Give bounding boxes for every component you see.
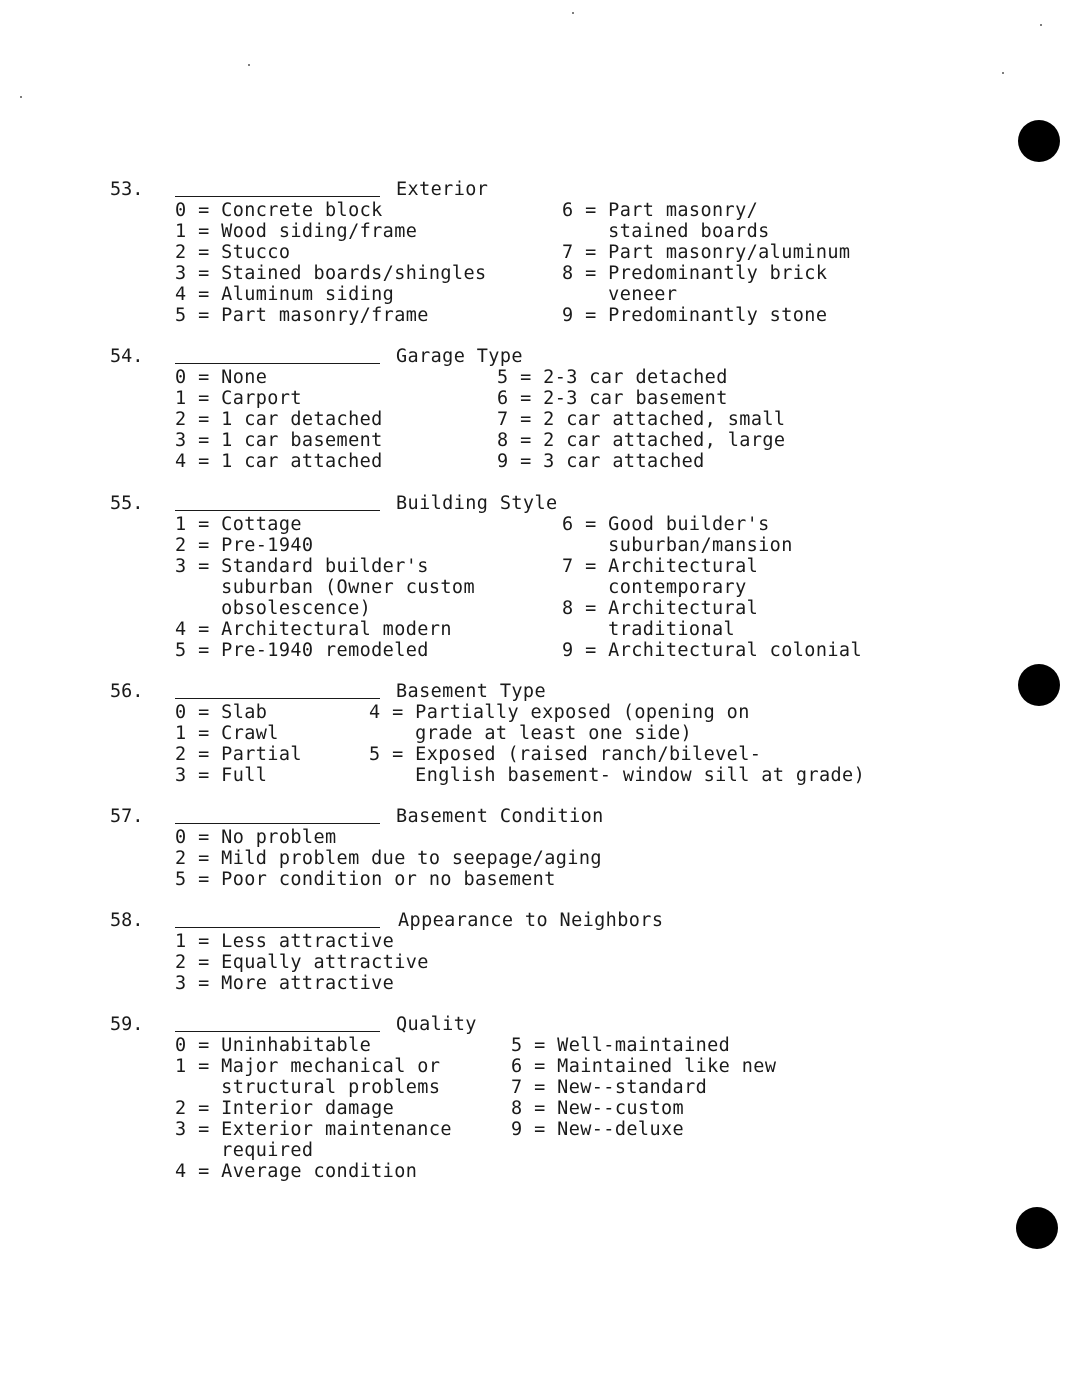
code-item: 8 = New--custom xyxy=(511,1098,685,1119)
code-item: 1 = Major mechanical or xyxy=(175,1056,441,1077)
code-item: 5 = Part masonry/frame xyxy=(175,305,429,326)
code-item: 0 = Slab xyxy=(175,702,268,723)
section-title: Building Style xyxy=(396,493,558,514)
code-item: 6 = Good builder's xyxy=(562,514,770,535)
code-item: 3 = Stained boards/shingles xyxy=(175,263,487,284)
code-item: 8 = Predominantly brick xyxy=(562,263,828,284)
code-item: 4 = Partially exposed (opening on xyxy=(369,702,750,723)
code-item: 4 = Aluminum siding xyxy=(175,284,395,305)
punch-hole-bottom xyxy=(1016,1207,1058,1249)
speck xyxy=(248,64,250,66)
section-number: 56. xyxy=(110,681,144,702)
code-item: 7 = Part masonry/aluminum xyxy=(562,242,851,263)
section-title: Garage Type xyxy=(396,346,523,367)
section-title: Basement Type xyxy=(396,681,546,702)
answer-blank[interactable] xyxy=(175,823,380,824)
code-item: 9 = New--deluxe xyxy=(511,1119,685,1140)
code-item: 4 = Architectural modern xyxy=(175,619,452,640)
code-item: 0 = Concrete block xyxy=(175,200,383,221)
code-item: 2 = Pre-1940 xyxy=(175,535,314,556)
code-item: 1 = Crawl xyxy=(175,723,279,744)
code-item: 5 = 2-3 car detached xyxy=(497,367,728,388)
section-title: Appearance to Neighbors xyxy=(398,910,664,931)
code-item: 5 = Exposed (raised ranch/bilevel- xyxy=(369,744,762,765)
code-item: 5 = Pre-1940 remodeled xyxy=(175,640,429,661)
code-item: 3 = Full xyxy=(175,765,268,786)
answer-blank[interactable] xyxy=(175,1031,380,1032)
section-number: 59. xyxy=(110,1014,144,1035)
code-item: obsolescence) xyxy=(175,598,372,619)
code-item: 2 = Interior damage xyxy=(175,1098,395,1119)
section-number: 55. xyxy=(110,493,144,514)
code-item: 3 = More attractive xyxy=(175,973,395,994)
code-item: 4 = 1 car attached xyxy=(175,451,383,472)
code-item: 8 = Architectural xyxy=(562,598,759,619)
code-item: 6 = Maintained like new xyxy=(511,1056,777,1077)
code-item: 2 = Partial xyxy=(175,744,302,765)
code-item: stained boards xyxy=(562,221,770,242)
code-item: 1 = Wood siding/frame xyxy=(175,221,418,242)
code-item: 7 = Architectural xyxy=(562,556,759,577)
code-item: traditional xyxy=(562,619,736,640)
code-item: 7 = 2 car attached, small xyxy=(497,409,786,430)
code-item: 6 = 2-3 car basement xyxy=(497,388,728,409)
speck xyxy=(1040,24,1042,26)
code-item: suburban/mansion xyxy=(562,535,793,556)
section-number: 54. xyxy=(110,346,144,367)
punch-hole-top xyxy=(1018,120,1060,162)
speck xyxy=(1002,72,1004,74)
section-title: Exterior xyxy=(396,179,489,200)
code-item: 4 = Average condition xyxy=(175,1161,418,1182)
section-title: Basement Condition xyxy=(396,806,604,827)
code-item: 9 = 3 car attached xyxy=(497,451,705,472)
answer-blank[interactable] xyxy=(175,363,380,364)
code-item: 8 = 2 car attached, large xyxy=(497,430,786,451)
section-number: 53. xyxy=(110,179,144,200)
code-item: 5 = Poor condition or no basement xyxy=(175,869,556,890)
speck xyxy=(20,96,22,98)
code-item: grade at least one side) xyxy=(369,723,693,744)
code-item: 9 = Architectural colonial xyxy=(562,640,862,661)
section-number: 58. xyxy=(110,910,144,931)
answer-blank[interactable] xyxy=(175,698,380,699)
code-item: 2 = Equally attractive xyxy=(175,952,429,973)
code-item: 3 = 1 car basement xyxy=(175,430,383,451)
code-item: 9 = Predominantly stone xyxy=(562,305,828,326)
code-item: veneer xyxy=(562,284,678,305)
answer-blank[interactable] xyxy=(175,510,380,511)
code-item: 3 = Standard builder's xyxy=(175,556,429,577)
section-title: Quality xyxy=(396,1014,477,1035)
code-item: structural problems xyxy=(175,1077,441,1098)
punch-hole-middle xyxy=(1018,664,1060,706)
speck xyxy=(572,12,574,14)
code-item: 1 = Carport xyxy=(175,388,302,409)
code-item: 0 = None xyxy=(175,367,268,388)
code-item: suburban (Owner custom xyxy=(175,577,475,598)
code-item: 5 = Well-maintained xyxy=(511,1035,731,1056)
code-item: 1 = Less attractive xyxy=(175,931,395,952)
section-number: 57. xyxy=(110,806,144,827)
code-item: 0 = No problem xyxy=(175,827,337,848)
code-item: 2 = 1 car detached xyxy=(175,409,383,430)
code-item: 6 = Part masonry/ xyxy=(562,200,759,221)
answer-blank[interactable] xyxy=(175,196,380,197)
answer-blank[interactable] xyxy=(175,927,380,928)
code-item: 2 = Stucco xyxy=(175,242,291,263)
code-item: required xyxy=(175,1140,314,1161)
code-item: 3 = Exterior maintenance xyxy=(175,1119,452,1140)
code-item: contemporary xyxy=(562,577,747,598)
code-item: English basement- window sill at grade) xyxy=(369,765,866,786)
code-item: 7 = New--standard xyxy=(511,1077,708,1098)
code-item: 0 = Uninhabitable xyxy=(175,1035,372,1056)
code-item: 1 = Cottage xyxy=(175,514,302,535)
code-item: 2 = Mild problem due to seepage/aging xyxy=(175,848,602,869)
